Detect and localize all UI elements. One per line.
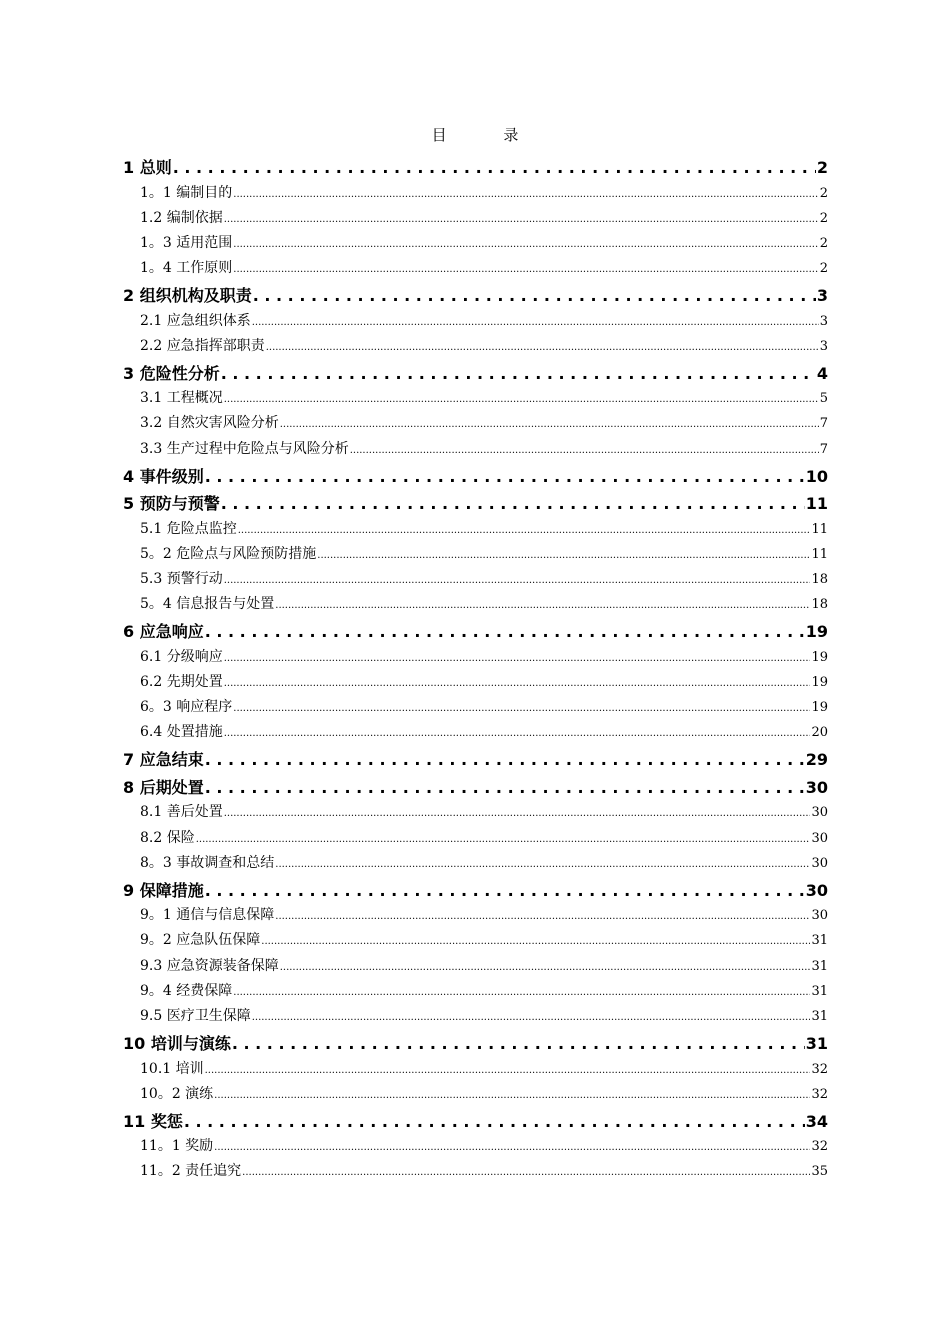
toc-entry-title: 5。4 信息报告与处置 — [140, 596, 275, 613]
toc-page-number: 2 — [819, 235, 828, 251]
toc-entry-title: 5 预防与预警 — [123, 494, 220, 514]
toc-page-number: 32 — [811, 1086, 828, 1102]
toc-section-entry[interactable] — [123, 852, 828, 877]
toc-section-entry[interactable] — [123, 801, 828, 826]
toc-section-entry[interactable] — [123, 929, 828, 954]
toc-page-number: 30 — [811, 855, 828, 871]
toc-section-entry[interactable] — [123, 310, 828, 335]
toc-entry-title: 6.1 分级响应 — [140, 648, 223, 665]
toc-entry-title: 6。3 响应程序 — [140, 699, 233, 716]
dot-leader — [253, 286, 816, 305]
dot-leader — [275, 855, 810, 871]
toc-section-entry[interactable] — [123, 646, 828, 671]
toc-section-entry[interactable] — [123, 955, 828, 980]
dot-leader — [214, 1086, 810, 1102]
dot-leader — [205, 622, 805, 641]
dot-leader — [233, 235, 818, 251]
toc-entry-title: 1。1 编制目的 — [140, 184, 233, 201]
dot-leader — [205, 1061, 811, 1077]
toc-page-number: 19 — [811, 674, 828, 690]
toc-section-entry[interactable] — [123, 568, 828, 593]
toc-entry-title: 2.2 应急指挥部职责 — [140, 337, 265, 354]
toc-section-entry[interactable] — [123, 412, 828, 437]
dot-leader — [205, 750, 805, 769]
dot-leader — [184, 1112, 805, 1131]
toc-chapter-entry[interactable] — [123, 490, 828, 518]
toc-page-number: 30 — [805, 880, 828, 900]
toc-section-entry[interactable] — [123, 232, 828, 257]
toc-section-entry[interactable] — [123, 518, 828, 543]
dot-leader — [196, 830, 811, 846]
dot-leader — [214, 1138, 810, 1154]
toc-page-number: 31 — [811, 1008, 828, 1024]
toc-entry-title: 5。2 危险点与风险预防措施 — [140, 545, 317, 562]
toc-entry-title: 1.2 编制依据 — [140, 209, 223, 226]
dot-leader — [224, 724, 811, 740]
toc-section-entry[interactable] — [123, 593, 828, 618]
dot-leader — [266, 338, 819, 354]
toc-entry-title: 9。1 通信与信息保障 — [140, 907, 275, 924]
dot-leader — [224, 390, 819, 406]
toc-page-number: 11 — [811, 521, 828, 537]
table-of-contents — [123, 154, 828, 1186]
toc-entry-title: 11。2 责任追究 — [140, 1163, 242, 1180]
toc-section-entry[interactable] — [123, 335, 828, 360]
dot-leader — [275, 907, 810, 923]
dot-leader — [232, 1034, 805, 1053]
toc-entry-title: 5.3 预警行动 — [140, 571, 223, 588]
toc-entry-title: 11。1 奖励 — [140, 1138, 214, 1155]
toc-section-entry[interactable] — [123, 207, 828, 232]
toc-chapter-entry[interactable] — [123, 360, 828, 388]
toc-section-entry[interactable] — [123, 438, 828, 463]
toc-page-number: 29 — [805, 750, 828, 770]
toc-chapter-entry[interactable] — [123, 774, 828, 802]
toc-entry-title: 10.1 培训 — [140, 1060, 204, 1077]
toc-section-entry[interactable] — [123, 721, 828, 746]
toc-entry-title: 10 培训与演练 — [123, 1034, 231, 1054]
toc-section-entry[interactable] — [123, 543, 828, 568]
toc-page-number: 11 — [811, 546, 828, 562]
toc-entry-title: 8.2 保险 — [140, 829, 195, 846]
toc-entry-title: 9。2 应急队伍保障 — [140, 932, 261, 949]
toc-page-number: 32 — [811, 1139, 828, 1155]
toc-page-number: 3 — [819, 313, 828, 329]
dot-leader — [224, 649, 811, 665]
toc-entry-title: 11 奖惩 — [123, 1111, 183, 1131]
toc-entry-title: 6.4 处置措施 — [140, 724, 223, 741]
toc-page-number: 30 — [811, 908, 828, 924]
toc-chapter-entry[interactable] — [123, 1030, 828, 1058]
toc-entry-title: 8 后期处置 — [123, 777, 204, 797]
toc-page-number: 19 — [805, 622, 828, 642]
toc-section-entry[interactable] — [123, 1005, 828, 1030]
toc-entry-title: 2 组织机构及职责 — [123, 286, 252, 306]
toc-page-number: 18 — [811, 597, 828, 613]
toc-chapter-entry[interactable] — [123, 463, 828, 491]
toc-page-number: 30 — [811, 830, 828, 846]
dot-leader — [221, 494, 805, 513]
toc-section-entry[interactable] — [123, 1135, 828, 1160]
dot-leader — [350, 441, 819, 457]
toc-page-number: 18 — [811, 572, 828, 588]
toc-entry-title: 2.1 应急组织体系 — [140, 312, 251, 329]
dot-leader — [252, 313, 819, 329]
dot-leader — [224, 210, 819, 226]
toc-entry-title: 9。4 经费保障 — [140, 982, 233, 999]
toc-section-entry[interactable] — [123, 904, 828, 929]
toc-section-entry[interactable] — [123, 1058, 828, 1083]
toc-page-number: 3 — [816, 286, 828, 306]
dot-leader — [233, 699, 810, 715]
dot-leader — [275, 596, 810, 612]
toc-chapter-entry[interactable] — [123, 1108, 828, 1136]
dot-leader — [224, 571, 811, 587]
toc-entry-title: 3.1 工程概况 — [140, 390, 223, 407]
page-title: 目 录 — [431, 126, 545, 144]
toc-page-number: 30 — [805, 777, 828, 797]
toc-page-number: 10 — [805, 466, 828, 486]
toc-entry-title: 9.5 医疗卫生保障 — [140, 1007, 251, 1024]
dot-leader — [205, 467, 805, 486]
toc-page-number: 19 — [811, 700, 828, 716]
toc-chapter-entry[interactable] — [123, 154, 828, 182]
toc-entry-title: 4 事件级别 — [123, 466, 204, 486]
toc-chapter-entry[interactable] — [123, 746, 828, 774]
toc-page-number: 2 — [819, 260, 828, 276]
toc-page-number: 19 — [811, 649, 828, 665]
dot-leader — [242, 1163, 810, 1179]
dot-leader — [317, 546, 810, 562]
toc-entry-title: 7 应急结束 — [123, 750, 204, 770]
dot-leader — [205, 778, 805, 797]
toc-entry-title: 8.1 善后处置 — [140, 804, 223, 821]
toc-entry-title: 5.1 危险点监控 — [140, 520, 237, 537]
toc-page-number: 31 — [805, 1034, 828, 1054]
toc-section-entry[interactable] — [123, 387, 828, 412]
toc-entry-title: 1 总则 — [123, 158, 172, 177]
toc-section-entry[interactable] — [123, 182, 828, 207]
toc-page-number: 2 — [819, 210, 828, 226]
toc-page-number: 31 — [811, 983, 828, 999]
toc-entry-title: 3.3 生产过程中危险点与风险分析 — [140, 440, 349, 457]
toc-entry-title: 6 应急响应 — [123, 622, 204, 642]
toc-chapter-entry[interactable] — [123, 877, 828, 905]
dot-leader — [221, 364, 816, 383]
dot-leader — [233, 983, 810, 999]
dot-leader — [280, 415, 819, 431]
toc-entry-title: 1。3 适用范围 — [140, 234, 233, 251]
toc-section-entry[interactable] — [123, 696, 828, 721]
toc-page-number: 2 — [816, 158, 828, 177]
toc-page-number: 7 — [819, 441, 828, 457]
toc-page-number: 31 — [811, 933, 828, 949]
dot-leader — [261, 932, 810, 948]
toc-section-entry[interactable] — [123, 1083, 828, 1108]
toc-section-entry[interactable] — [123, 1160, 828, 1185]
toc-page-number: 2 — [819, 185, 828, 201]
toc-entry-title: 9 保障措施 — [123, 880, 204, 900]
toc-entry-title: 6.2 先期处置 — [140, 673, 223, 690]
toc-page-number: 31 — [811, 958, 828, 974]
toc-page-number: 32 — [811, 1061, 828, 1077]
dot-leader — [233, 185, 818, 201]
dot-leader — [280, 958, 811, 974]
dot-leader — [238, 521, 811, 537]
toc-section-entry[interactable] — [123, 827, 828, 852]
dot-leader — [252, 1008, 811, 1024]
toc-page-number: 5 — [819, 391, 828, 407]
dot-leader — [173, 158, 816, 177]
dot-leader — [224, 804, 811, 820]
toc-entry-title: 3 危险性分析 — [123, 363, 220, 383]
toc-chapter-entry[interactable] — [123, 618, 828, 646]
dot-leader — [233, 260, 818, 276]
toc-page-number: 35 — [811, 1164, 828, 1180]
toc-entry-title: 9.3 应急资源装备保障 — [140, 957, 279, 974]
toc-page-number: 4 — [816, 363, 828, 383]
toc-section-entry[interactable] — [123, 257, 828, 282]
toc-page-number: 34 — [805, 1111, 828, 1131]
toc-entry-title: 10。2 演练 — [140, 1085, 214, 1102]
dot-leader — [224, 674, 811, 690]
toc-section-entry[interactable] — [123, 671, 828, 696]
toc-chapter-entry[interactable] — [123, 282, 828, 310]
dot-leader — [205, 881, 805, 900]
toc-entry-title: 8。3 事故调查和总结 — [140, 854, 275, 871]
toc-entry-title: 1。4 工作原则 — [140, 259, 233, 276]
toc-page-number: 11 — [805, 494, 828, 514]
toc-section-entry[interactable] — [123, 980, 828, 1005]
toc-page-number: 3 — [819, 338, 828, 354]
toc-page-number: 20 — [811, 725, 828, 741]
toc-entry-title: 3.2 自然灾害风险分析 — [140, 415, 279, 432]
toc-page-number: 7 — [819, 416, 828, 432]
toc-page-number: 30 — [811, 805, 828, 821]
